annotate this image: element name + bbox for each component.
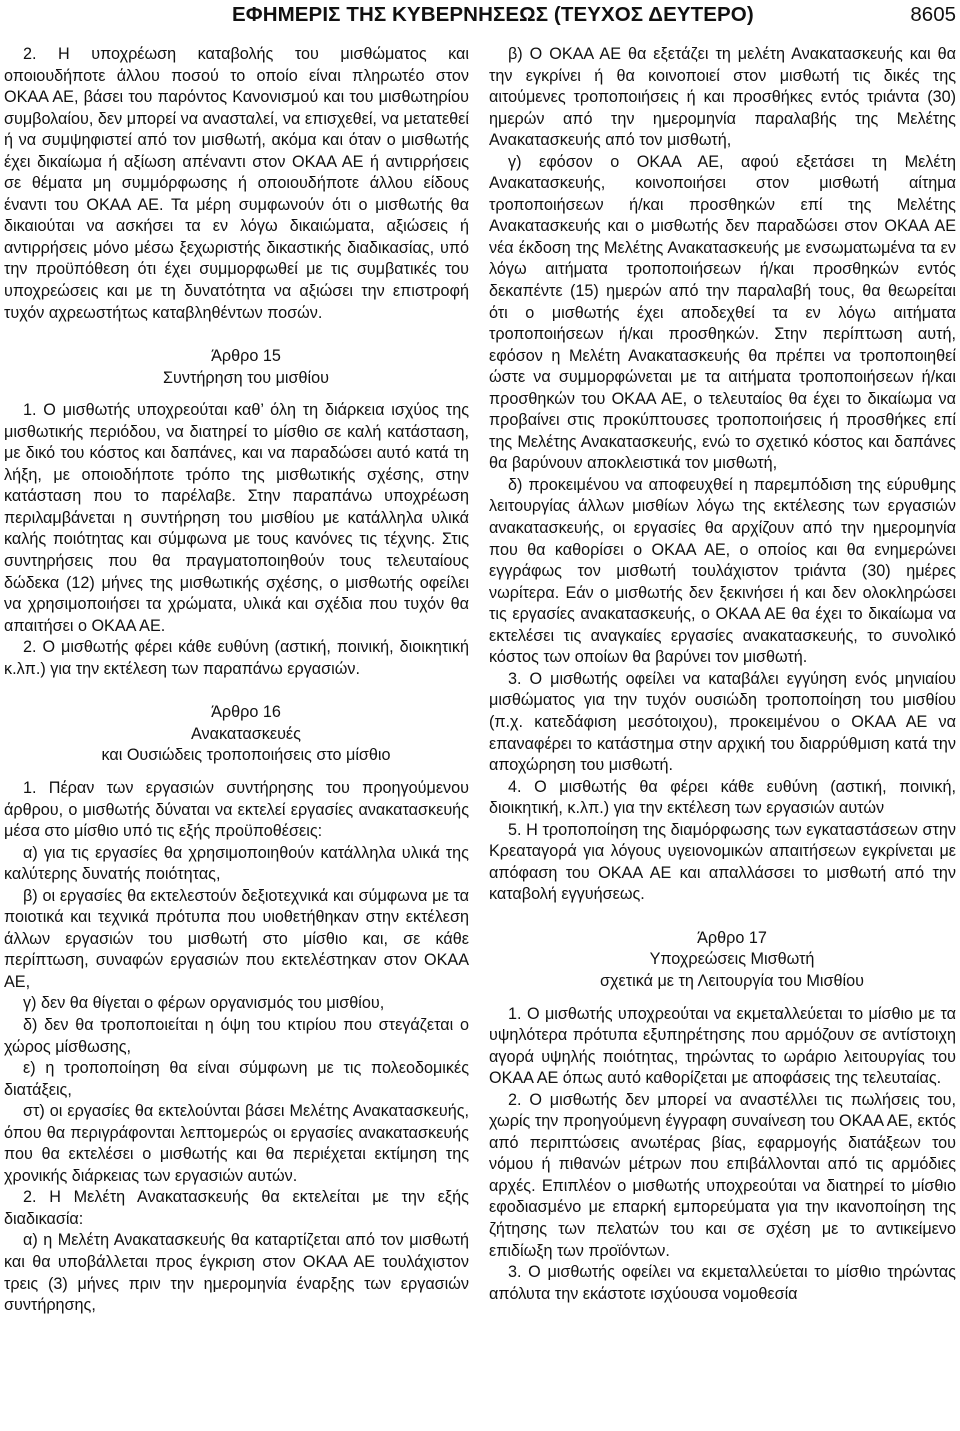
article-17-subtitle-line1: Υποχρεώσεις Μισθωτή — [649, 950, 815, 969]
page-header — [0, 0, 960, 44]
page-number: 8605 — [910, 3, 956, 26]
paragraph: 2. Ο μισθωτής δεν μπορεί να αναστέλλει τις πωλήσεις του, χωρίς την προηγούμενη έγγραφη συναίνεση του ΟΚΑΑ ΑΕ, εκτός από περιπτώσεις ανωτέρας βίας, εφαρμογής διατάξεων του νόμου ή πιθανών μέτρων που επιβάλλονται από τις αρμόδιες αρχές. Επιπλέον ο μισθωτής υποχρεούται να διατηρεί το μίσθιο εφοδιασμένο με επαρκή εμπορεύματα για την ικανοποίηση της ζήτησης των πελατών του και σε σχέση με το αντικείμενο επιδίωξη των προϊόντων. — [489, 1090, 956, 1260]
article-17-subtitle-line2: σχετικά με τη Λειτουργία του Μισθίου — [600, 971, 864, 990]
list-item: γ) δεν θα θίγεται ο φέρων οργανισμός του μισθίου, — [23, 994, 385, 1013]
list-item: β) Ο ΟΚΑΑ ΑΕ θα εξετάζει τη μελέτη Ανακατασκευής και θα την εγκρίνει ή θα κοινοποιεί στον μισθωτή τις δικές της αιτούμενες τροποποιήσεις ή και προσθήκες εντός τριάντα (30) ημερών από την ημερομηνία παραλαβής της Μελέτης Ανακατασκευής από τον μισθωτή, — [489, 45, 956, 150]
article-17-title: Άρθρο 17 — [697, 928, 767, 947]
paragraph: 5. Η τροποποίηση της διαμόρφωσης των εγκαταστάσεων στην Κρεαταγορά για λόγους υγειονομικών απαιτήσεων εγκρίνεται με απόφαση του ΟΚΑΑ ΑΕ και απαλλάσσει το μισθωτή από την καταβολή εγγυήσεως. — [489, 820, 956, 904]
paragraph: 2. Η Μελέτη Ανακατασκευής θα εκτελείται με την εξής διαδικασία: — [4, 1188, 469, 1228]
article-15-subtitle: Συντήρηση του μισθίου — [163, 368, 329, 387]
left-column — [4, 44, 469, 1317]
list-item: δ) προκειμένου να αποφευχθεί η παρεμπόδιση της εύρυθμης λειτουργίας άλλων μισθίων λόγω της εκτέλεσης των εργασιών ανακατασκευής, οι εργασίες θα αρχίζουν από την ημερομηνία που θα καθορίσει ο ΟΚΑΑ ΑΕ, ο οποίος και θα ενημερώνει εγγράφως τον μισθωτή τουλάχιστον τριάντα (30) ημέρες νωρίτερα. Εάν ο μισθωτής δεν ξεκινήσει ή και δεν ολοκληρώσει τις εργασίες ανακατασκευής, ο ΟΚΑΑ ΑΕ θα έχει το δικαίωμα να εκτελέσει τις αναγκαίες εργασίες ανακατασκευής, το συνολικό κόστος των οποίων θα βαρύνει τον μισθωτή. — [489, 475, 956, 667]
list-item: α) η Μελέτη Ανακατασκευής θα καταρτίζεται από τον μισθωτή και θα υποβάλλεται προς έγκριση στον ΟΚΑΑ ΑΕ τουλάχιστον τρεις (3) μήνες πριν την ημερομηνία έναρξης των εργασιών συντήρησης, — [4, 1231, 469, 1315]
article-15-title: Άρθρο 15 — [211, 347, 281, 366]
paragraph: 3. Ο μισθωτής οφείλει να καταβάλει εγγύηση ενός μηνιαίου μισθώματος για την τυχόν ουσιώδη τροποποίηση του μισθίου (π.χ. κατεδάφιση μεσότοιχου), προκειμένου ο ΟΚΑΑ ΑΕ να επαναφέρει το κατάστημα στην αρχική του διαρρύθμιση κατά την αποχώρηση του μισθωτή. — [489, 669, 956, 775]
list-item: β) οι εργασίες θα εκτελεστούν δεξιοτεχνικά και σύμφωνα με τα ποιοτικά και τεχνικά πρότυπα που υιοθετήθηκαν στην εκτέλεση άλλων εργασιών του μισθωτή στο μίσθιο και, σε κάθε περίπτωση, συναφών εργασιών που εκτελέστηκαν στον ΟΚΑΑ ΑΕ, — [4, 886, 469, 991]
paragraph: 2. Η υποχρέωση καταβολής του μισθώματος και οποιουδήποτε άλλου ποσού το οποίο είναι πληρωτέο στον ΟΚΑΑ ΑΕ, βάσει του παρόντος Κανονισμού και του μισθωτηρίου συμβολαίου, δεν μπορεί να ανασταλεί, να επισχεθεί, να μετατεθεί ή να συμψηφιστεί από τον μισθωτή, ακόμα και όταν ο μισθωτής έχει δικαίωμα ή αξίωση απέναντι στον ΟΚΑΑ ΑΕ ή αντιρρήσεις σε θέματα μη συμμόρφωσης ή οποιουδήποτε άλλου είδους έναντι του ΟΚΑΑ ΑΕ. Τα μέρη συμφωνούν ότι ο μισθωτής θα δικαιούται να ασκήσει τα εν λόγω δικαιώματα, αξιώσεις ή αντιρρήσεις μόνο μέσω ξεχωριστής δικαστικής διαδικασίας, υπό την προϋπόθεση ότι έχει συμμορφωθεί με τις συμβατικές του υποχρεώσεις και με τη δυνατότητα να αξιώσει την επιστροφή τυχόν αχρεωστήτως καταβληθέντων ποσών. — [4, 45, 469, 322]
gazette-title: ΕΦΗΜΕΡΙΣ ΤΗΣ ΚΥΒΕΡΝΗΣΕΩΣ (ΤΕΥΧΟΣ ΔΕΥΤΕΡΟ) — [232, 3, 754, 26]
list-item: δ) δεν θα τροποποιείται η όψη του κτιρίου που στεγάζεται ο χώρος μίσθωσης, — [4, 1015, 469, 1056]
paragraph: 1. Πέραν των εργασιών συντήρησης του προηγούμενου άρθρου, ο μισθωτής δύναται να εκτελεί εργασίες ανακατασκευής μέσα στο μίσθιο υπό τις εξής προϋποθέσεις: — [4, 778, 469, 841]
article-16-subtitle-line2: και Ουσιώδεις τροποποιήσεις στο μίσθιο — [101, 746, 391, 765]
paragraph: 4. Ο μισθωτής θα φέρει κάθε ευθύνη (αστική, ποινική, διοικητική, κ.λπ.) για την εκτέλεση των εργασιών αυτών — [489, 777, 956, 818]
list-item: στ) οι εργασίες θα εκτελούνται βάσει Μελέτης Ανακατασκευής, όπου θα περιγράφονται λεπτομερώς οι εργασίες ανακατασκευής που θα εκτελέσει ο μισθωτής και θα περιέχεται εκτίμηση της χρονικής διάρκειας των εργασιών αυτών. — [4, 1102, 469, 1185]
paragraph: 3. Ο μισθωτής οφείλει να εκμεταλλεύεται το μίσθιο τηρώντας απόλυτα την εκάστοτε ισχύουσα νομοθεσία — [489, 1263, 956, 1303]
list-item: ε) η τροποποίηση θα είναι σύμφωνη με τις πολεοδομικές διατάξεις, — [4, 1059, 469, 1099]
paragraph: 1. Ο μισθωτής υποχρεούται να εκμεταλλεύεται το μίσθιο με τα υψηλότερα πρότυπα εξυπηρέτησης που αρμόζουν σε αντίστοιχη αγορά υψηλής ποιότητας, τηρώντας το ωράριο λειτουργίας του ΟΚΑΑ ΑΕ όπως αυτό καθορίζεται με αποφάσεις της τελευταίας. — [489, 1004, 956, 1088]
list-item: γ) εφόσον ο ΟΚΑΑ ΑΕ, αφού εξετάσει τη Μελέτη Ανακατασκευής, κοινοποιήσει στον μισθωτή αίτημα τροποποιήσεων ή/και προσθηκών επί της Μελέτης Ανακατασκευής και ο μισθωτής δεν παραδώσει στον ΟΚΑΑ ΑΕ νέα έκδοση της Μελέτης Ανακατασκευής με ενσωματωμένα τα εν λόγω αιτήματα τροποποιήσεων ή/και προσθηκών εντός δεκαπέντε (15) ημερών από την παραλαβή τους, θα θεωρείται ότι ο μισθωτής έχει αποδεχθεί τα εν λόγω αιτήματα τροποποιήσεων ή/και προσθηκών. Στην περίπτωση αυτή, εφόσον η Μελέτη Ανακατασκευής θα πρέπει να τροποποιηθεί ώστε να συμμορφώνεται με τα αιτήματα τροποποιήσεων ή/και προσθηκών του ΟΚΑΑ ΑΕ, ο τελευταίος θα έχει το δικαίωμα να προβαίνει στις προκύπτουσες τροποποιήσεις ή προσθήκες επί της Μελέτης Ανακατασκευής, ενώ το σχετικό κόστος και δαπάνες θα βαρύνουν αποκλειστικά τον μισθωτή, — [489, 152, 956, 473]
paragraph: 1. Ο μισθωτής υποχρεούται καθ’ όλη τη διάρκεια ισχύος της μισθωτικής περιόδου, να διατηρεί το μίσθιο σε καλή κατάσταση, με δικό του κόστος και δαπάνες, και να παραδώσει αυτό κατά τη λήξη, με οποιοδήποτε τρόπο της μισθωτικής σχέσης, στην κατάσταση που το παρέλαβε. Στην παραπάνω υποχρέωση περιλαμβάνεται η συντήρηση του μισθίου με κατάλληλα υλικά καλής ποιότητας και σύμφωνα με τους κανόνες τις τέχνης. Στις συντηρήσεις που θα πραγματοποιηθούν τους τελευταίους δώδεκα (12) μήνες της μισθωτικής σχέσης, ο μισθωτής οφείλει να χρησιμοποιήσει τα χρώματα, υλικά και σχέδια που τυχόν θα απαιτήσει ο ΟΚΑΑ ΑΕ. — [4, 401, 469, 635]
article-16-title: Άρθρο 16 — [211, 703, 281, 722]
article-16-subtitle-line1: Ανακατασκευές — [191, 724, 301, 743]
paragraph: 2. Ο μισθωτής φέρει κάθε ευθύνη (αστική, ποινική, διοικητική κ.λπ.) για την εκτέλεση των παραπάνω εργασιών. — [4, 638, 469, 678]
right-column — [489, 44, 956, 1305]
list-item: α) για τις εργασίες θα χρησιμοποιηθούν κατάλληλα υλικά της καλύτερης δυνατής ποιότητας, — [4, 843, 469, 884]
